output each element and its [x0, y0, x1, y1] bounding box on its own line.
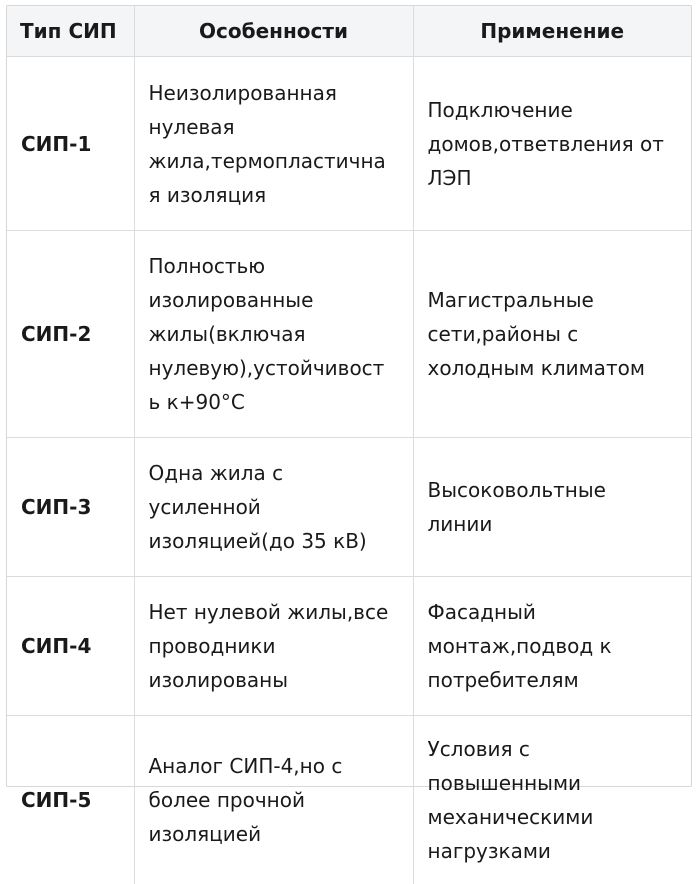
- cell-type: СИП-3: [7, 438, 134, 577]
- table-row: [7, 577, 691, 716]
- cell-features: Нет нулевой жилы,все проводники изолированы: [134, 577, 413, 716]
- header-application: Применение: [413, 6, 691, 57]
- table-row: [7, 716, 691, 884]
- cell-features: Аналог СИП-4,но с более прочной изоляцией: [134, 716, 413, 884]
- cell-type: СИП-5: [7, 716, 134, 884]
- cell-type: СИП-2: [7, 231, 134, 438]
- cell-type: СИП-1: [7, 57, 134, 231]
- table: [7, 6, 691, 884]
- cell-application: Высоковольтные линии: [413, 438, 691, 577]
- table-body: [7, 57, 691, 884]
- cell-application: Магистральные сети,районы с холодным климатом: [413, 231, 691, 438]
- cell-type: СИП-4: [7, 577, 134, 716]
- cell-features: Полностью изолированные жилы(включая нулевую),устойчивост ь к+90°С: [134, 231, 413, 438]
- header-row: [7, 6, 691, 57]
- cell-application: Фасадный монтаж,подвод к потребителям: [413, 577, 691, 716]
- header-type: Тип СИП: [7, 6, 134, 57]
- header-features: Особенности: [134, 6, 413, 57]
- table-row: [7, 57, 691, 231]
- table-row: [7, 231, 691, 438]
- table-row: [7, 438, 691, 577]
- cell-features: Одна жила с усиленной изоляцией(до 35 кВ): [134, 438, 413, 577]
- cell-features: Неизолированная нулевая жила,термопластична я изоляция: [134, 57, 413, 231]
- cell-application: Подключение домов,ответвления от ЛЭП: [413, 57, 691, 231]
- cell-application: Условия с повышенными механическими нагрузками: [413, 716, 691, 884]
- table-header: [7, 6, 691, 57]
- sip-comparison-table: [6, 5, 692, 787]
